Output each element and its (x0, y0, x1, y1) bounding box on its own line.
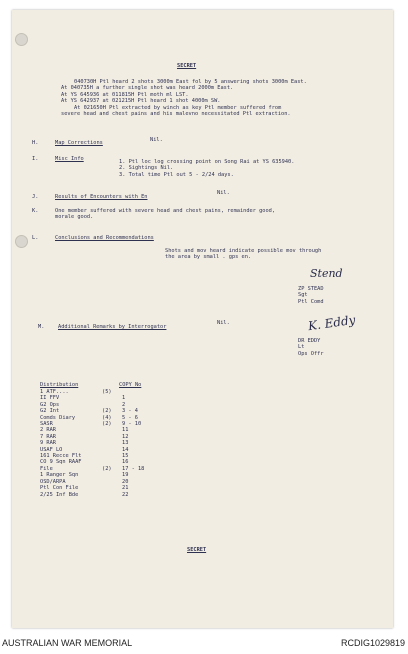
section-value: Nil. (217, 190, 230, 196)
section-letter: J. (32, 194, 39, 200)
recipient-name: II FFV (40, 395, 60, 402)
copy-number: 20 (122, 478, 129, 485)
recipient-name: 1 ATF.... (40, 389, 69, 395)
signer-role: Ptl Comd (298, 298, 324, 305)
list-item: 2. Sightings Nil. (119, 165, 174, 172)
text-line: morale good. (55, 214, 94, 221)
punch-hole (15, 235, 28, 248)
copy-number: 2 (122, 401, 126, 408)
recipient-name: G2 Int (40, 408, 60, 415)
section-title: Conclusions and Recommendations (55, 235, 154, 241)
section-title: Misc Info (55, 156, 84, 162)
recipient-name: G2 Ops (40, 401, 60, 408)
section-k-text (55, 208, 275, 221)
recipient-name: CO 9 Sqn RAAF (40, 459, 82, 466)
copy-number: 13 (122, 440, 129, 447)
reference-id: RCDIG1029819 (340, 638, 405, 648)
section-title: Map Corrections (55, 140, 103, 146)
list-item: 1. Ptl loc log crossing point on Song Rai at YS 635940. (119, 159, 295, 165)
recipient-quantity: (2) (102, 465, 112, 472)
narrative-line: At YS 642937 at 021215H Ptl heard 1 shot 4000m SW. (61, 98, 221, 105)
copy-number: 3 - 4 (122, 408, 138, 415)
section-letter: M. (38, 324, 45, 330)
section-letter: I. (32, 156, 39, 162)
recipient-name: OSD/ARPA (40, 478, 66, 485)
narrative-line: At 021650H Ptl extracted by winch as key Ptl member suffered from (74, 104, 282, 111)
distribution-header: Distribution (40, 382, 79, 388)
list-item: 3. Total time Ptl out 5 - 2/24 days. (119, 171, 234, 178)
copy-number: 16 (122, 459, 129, 466)
section-l-text (165, 248, 321, 261)
section-value: Nil. (150, 137, 163, 143)
copy-number: 14 (122, 446, 129, 453)
recipient-quantity: (5) (102, 389, 112, 395)
signature-block-stead (298, 286, 324, 305)
section-title: Additional Remarks by Interrogator (58, 324, 167, 330)
recipient-name: 2 RAR (40, 427, 56, 434)
recipient-name: 9 RAR (40, 440, 56, 447)
signature-eddy: K. Eddy (307, 312, 357, 334)
copy-number: 17 - 18 (122, 465, 145, 472)
copy-number: 15 (122, 453, 129, 460)
copy-number: 9 - 10 (122, 421, 142, 428)
punch-hole (15, 33, 28, 46)
recipient-name: 1 Ranger Sqn (40, 472, 79, 479)
recipient-name: File (40, 465, 53, 472)
recipient-name: Ptl Con File (40, 485, 79, 492)
institution-label: AUSTRALIAN WAR MEMORIAL (2, 638, 133, 648)
signature-block-eddy (298, 338, 324, 357)
narrative-line: 040730H Ptl heard 2 shots 3000m East fol by 5 answering shots 3000m East. (74, 79, 307, 85)
copy-number: 21 (122, 485, 129, 492)
signer-name: ZP STEAD (298, 286, 324, 292)
text-line: Shots and mov heard indicate possible mov through (165, 248, 322, 254)
text-line: the area by small . gps en. (165, 254, 252, 261)
text-line: One member suffered with severe head and chest pains, remainder good, (55, 208, 276, 214)
section-title: Results of Encounters with En (55, 194, 148, 200)
copy-number: 11 (122, 427, 129, 434)
distribution-list (40, 389, 144, 498)
misc-info-list (119, 159, 294, 178)
recipient-quantity: (2) (102, 421, 112, 428)
copy-no-header: COPY No (119, 382, 142, 388)
document-page (12, 10, 393, 628)
archive-footer (0, 632, 408, 654)
narrative-line: severe head and chest pains and his malevno necessitated Ptl extraction. (61, 111, 291, 118)
signer-role: Ops Offr (298, 350, 324, 357)
recipient-name: USAF LO (40, 446, 63, 453)
recipient-name: 161 Recce Flt (40, 453, 82, 460)
narrative-line: At 040735H a further single shot was heard 2000m East. (61, 85, 234, 92)
narrative-block (61, 79, 307, 117)
recipient-name: SASR (40, 421, 53, 428)
signature-stead: Stend (310, 267, 343, 280)
section-letter: L. (32, 235, 39, 241)
signer-name: DR EDDY (298, 338, 321, 344)
recipient-name: Comds Diary (40, 414, 76, 421)
section-letter: K. (32, 208, 39, 214)
page-classification-top: SECRET (177, 63, 197, 69)
narrative-line: At YS 645936 at 011815H Ptl moth ml LST. (61, 91, 189, 98)
copy-number: 22 (122, 491, 129, 498)
distribution-row (40, 492, 144, 498)
copy-number: 5 - 6 (122, 414, 138, 421)
recipient-name: 7 RAR (40, 433, 56, 440)
section-letter: H. (32, 140, 39, 146)
recipient-quantity (102, 492, 122, 498)
page-classification-bottom: SECRET (187, 547, 207, 553)
copy-number: 12 (122, 433, 129, 440)
signer-rank: Lt (298, 344, 305, 351)
recipient-quantity: (2) (102, 408, 112, 415)
recipient-quantity: (4) (102, 414, 112, 421)
signer-rank: Sgt (298, 292, 308, 299)
recipient-name: 2/25 Inf Bde (40, 491, 79, 498)
copy-number: 1 (122, 395, 126, 402)
section-value: Nil. (217, 320, 230, 326)
copy-number: 19 (122, 472, 129, 479)
